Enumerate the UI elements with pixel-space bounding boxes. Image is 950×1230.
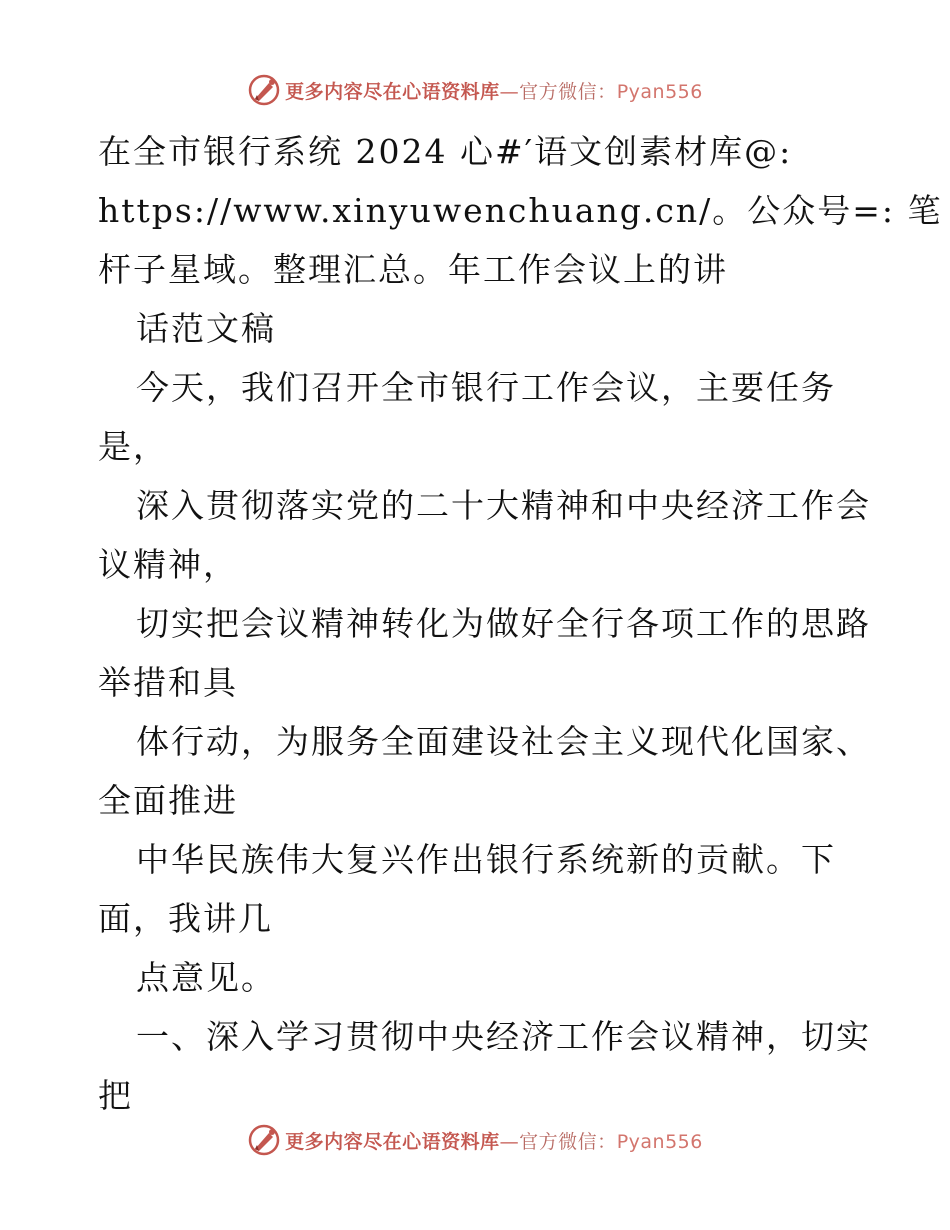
body-line: 面，我讲几 bbox=[98, 899, 273, 938]
header-wechat-id: Pyan556 bbox=[616, 80, 703, 103]
pen-logo-icon bbox=[247, 73, 281, 107]
body-line: 点意见。 bbox=[136, 958, 276, 997]
footer-main-text: 更多内容尽在心语资料库 bbox=[285, 1130, 500, 1153]
body-line: 体行动，为服务全面建设社会主义现代化国家、 bbox=[136, 722, 871, 761]
body-line: 中华民族伟大复兴作出银行系统新的贡献。下 bbox=[136, 840, 836, 879]
body-line: 深入贯彻落实党的二十大精神和中央经济工作会 bbox=[136, 486, 871, 525]
header-main-text: 更多内容尽在心语资料库 bbox=[285, 80, 500, 103]
footer-text bbox=[285, 1127, 703, 1154]
body-line: 今天，我们召开全市银行工作会议，主要任务 bbox=[136, 368, 836, 407]
footer-dash: — bbox=[499, 1130, 520, 1153]
header-banner bbox=[0, 70, 950, 110]
footer-wechat-label: 官方微信： bbox=[519, 1130, 617, 1153]
header-wechat-label: 官方微信： bbox=[519, 80, 617, 103]
header-text bbox=[285, 77, 703, 104]
footer-banner bbox=[0, 1120, 950, 1160]
body-line: 全面推进 bbox=[98, 781, 238, 820]
body-line: 在全市银行系统 2024 心#′语文创素材库@: bbox=[98, 132, 793, 171]
body-line: 是， bbox=[98, 427, 168, 466]
pen-logo-icon bbox=[247, 1123, 281, 1157]
body-line: 议精神， bbox=[98, 545, 238, 584]
body-line: 举措和具 bbox=[98, 663, 238, 702]
body-line: 把 bbox=[98, 1076, 133, 1115]
document-body bbox=[98, 122, 943, 1125]
body-line: 话范文稿 bbox=[136, 309, 276, 348]
body-line: 一、深入学习贯彻中央经济工作会议精神，切实 bbox=[136, 1017, 871, 1056]
body-line: 切实把会议精神转化为做好全行各项工作的思路 bbox=[136, 604, 871, 643]
body-line: 杆子星域。整理汇总。年工作会议上的讲 bbox=[98, 250, 728, 289]
body-line: https://www.xinyuwenchuang.cn/。公众号=: 笔 bbox=[98, 191, 943, 230]
header-dash: — bbox=[499, 80, 520, 103]
footer-wechat-id: Pyan556 bbox=[616, 1130, 703, 1153]
